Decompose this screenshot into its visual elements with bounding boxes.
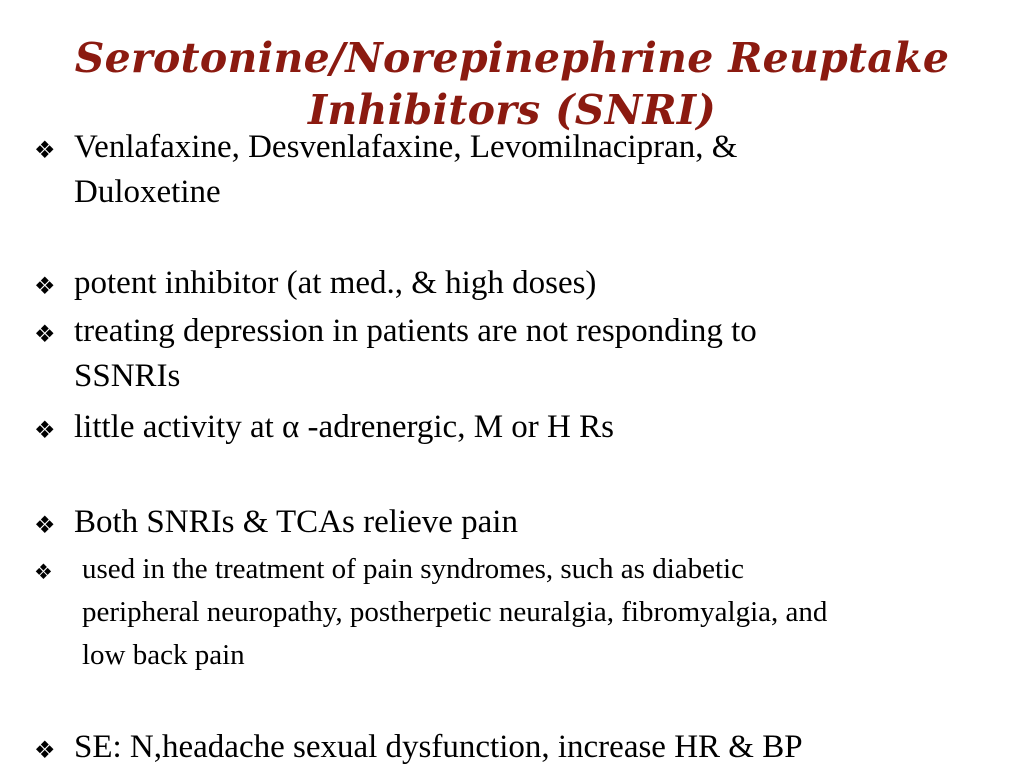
bullet-little-activity <box>34 405 614 454</box>
title-line-2: Inhibitors (SNRI) <box>307 86 717 134</box>
bullet-line: little activity at α -adrenergic, M or H Rs <box>74 409 614 445</box>
bullet-text <box>74 261 596 306</box>
bullet-text <box>74 405 614 450</box>
bullet-text <box>74 725 803 768</box>
bullet-pain-syndromes <box>34 548 827 677</box>
diamond-bullet-icon: ❖ <box>34 560 53 584</box>
bullet-line: low back pain <box>82 639 245 671</box>
bullet-line: Duloxetine <box>74 174 221 210</box>
bullet-line: peripheral neuropathy, postherpetic neuralgia, fibromyalgia, and <box>82 596 828 628</box>
bullet-line: Both SNRIs & TCAs relieve pain <box>74 504 518 540</box>
diamond-bullet-icon: ❖ <box>34 322 56 348</box>
diamond-bullet-icon: ❖ <box>34 418 56 444</box>
bullet-relieve-pain <box>34 500 518 549</box>
diamond-bullet-icon: ❖ <box>34 274 56 300</box>
bullet-line: SSNRIs <box>74 358 181 394</box>
bullet-line: potent inhibitor (at med., & high doses) <box>74 265 597 301</box>
bullet-text <box>82 548 827 677</box>
bullet-line: Venlafaxine, Desvenlafaxine, Levomilnacipran, & <box>74 129 738 165</box>
bullet-potent-inhibitor <box>34 261 596 310</box>
bullet-line: SE: N,headache sexual dysfunction, increase HR & BP <box>74 729 803 765</box>
diamond-bullet-icon: ❖ <box>34 138 56 164</box>
diamond-bullet-icon: ❖ <box>34 513 56 539</box>
bullet-side-effects <box>34 725 803 768</box>
diamond-bullet-icon: ❖ <box>34 738 56 764</box>
bullet-line: used in the treatment of pain syndromes, such as diabetic <box>82 553 744 585</box>
slide-title <box>0 32 1024 136</box>
bullet-drug-list <box>34 125 737 215</box>
bullet-text <box>74 500 518 545</box>
title-line-1: Serotonine/Norepinephrine Reuptake <box>74 34 950 82</box>
bullet-line: treating depression in patients are not responding to <box>74 313 757 349</box>
bullet-text <box>74 309 757 399</box>
bullet-treating-depression <box>34 309 757 399</box>
bullet-text <box>74 125 737 215</box>
